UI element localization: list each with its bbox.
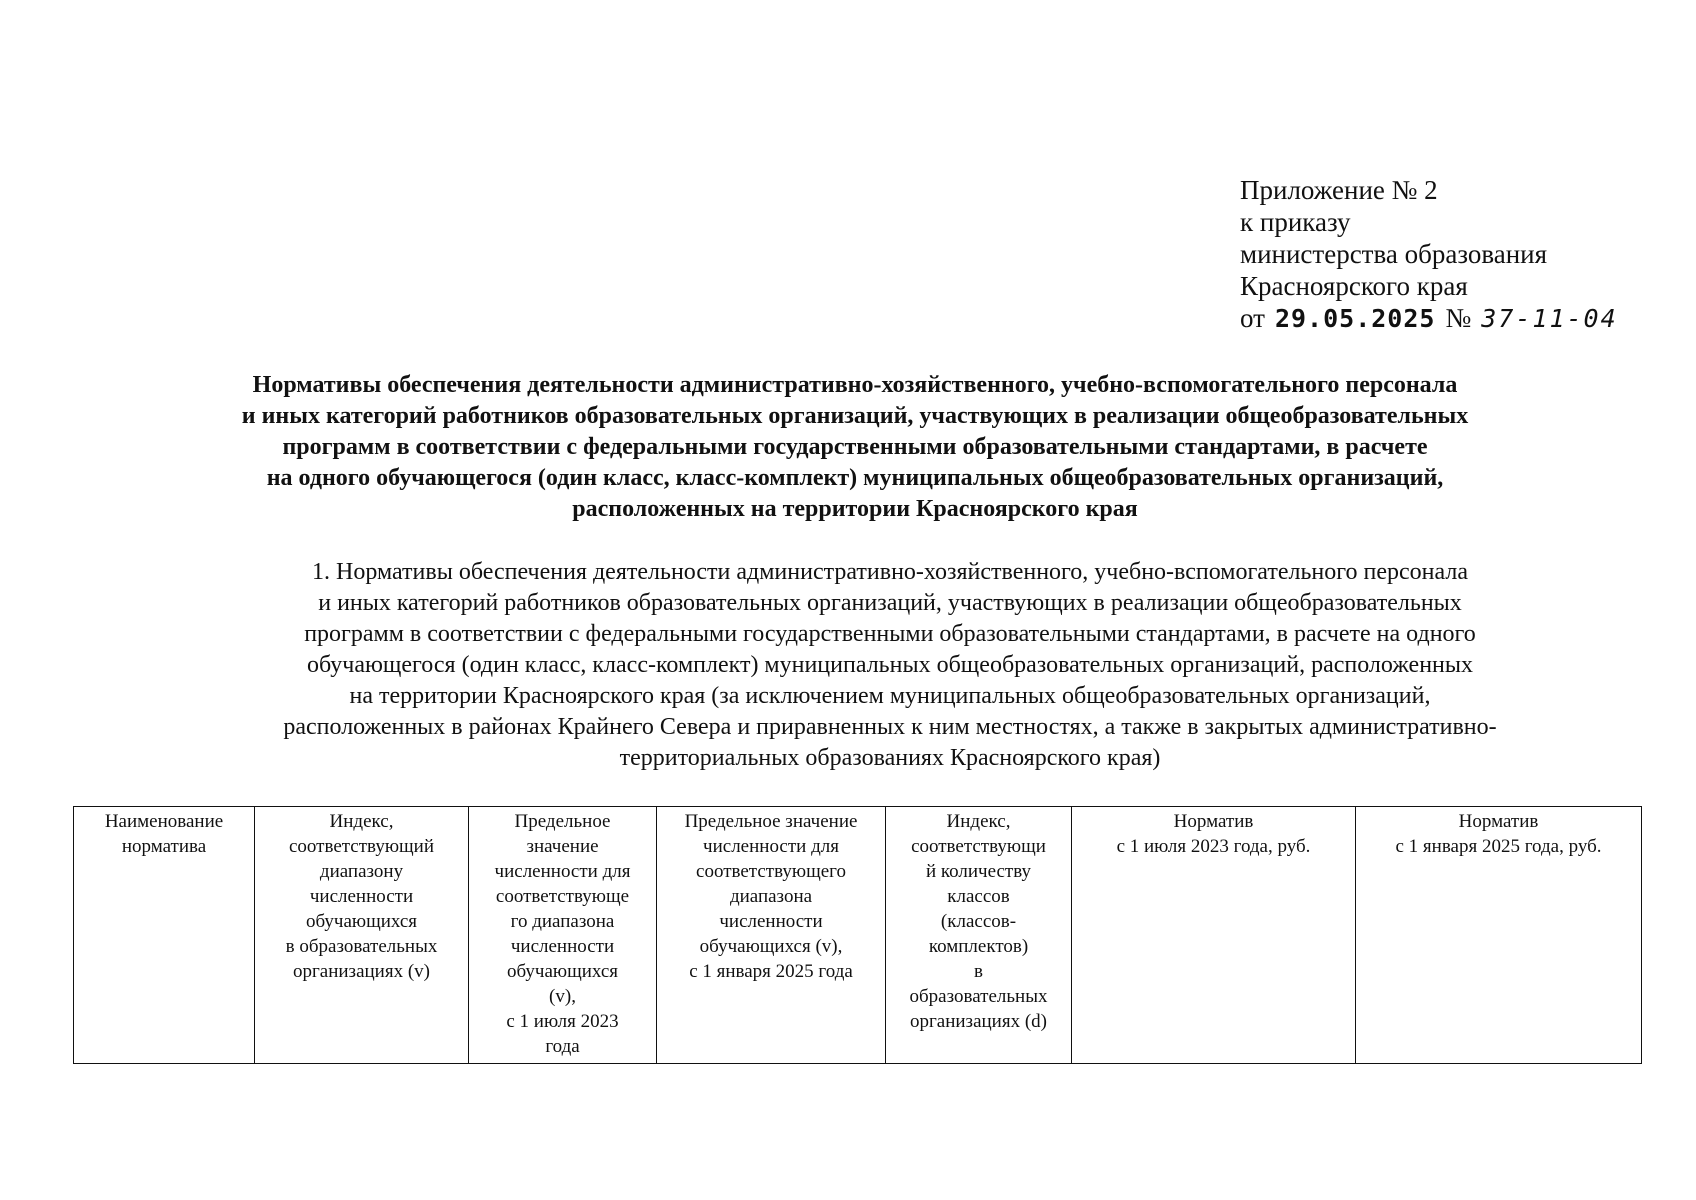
order-number: 37-11-04	[1481, 304, 1618, 333]
section-line: расположенных в районах Крайнего Севера и приравненных к ним местностях, а также в закрытых административно-	[283, 714, 1497, 740]
title-line: на одного обучающегося (один класс, класс-комплект) муниципальных общеобразовательных организаций,	[266, 465, 1444, 491]
attachment-block	[1240, 174, 1618, 335]
date-prefix: от	[1240, 303, 1265, 333]
title-line: программ в соответствии с федеральными государственными образовательными стандартами, в расчете	[282, 434, 1428, 460]
title-line: и иных категорий работников образовательных организаций, участвующих в реализации общеобразовательных	[241, 403, 1469, 429]
section-line: на территории Красноярского края (за исключением муниципальных общеобразовательных организаций,	[349, 683, 1431, 709]
attachment-region: Красноярского края	[1240, 271, 1468, 301]
section-line: и иных категорий работников образовательных организаций, участвующих в реализации общеобразовательных	[318, 590, 1462, 616]
section-heading	[170, 557, 1610, 774]
header-index-students: Индекс, соответствующий диапазону численности обучающихся в образовательных организациях (v)	[255, 807, 469, 1064]
table-header-row	[74, 807, 1642, 1064]
title-line: расположенных на территории Красноярского края	[572, 496, 1138, 522]
header-limit-2025: Предельное значение численности для соответствующего диапазона численности обучающихся (v), с 1 января 2025 года	[657, 807, 886, 1064]
number-prefix: №	[1445, 303, 1472, 333]
header-limit-2023: Предельное значение численности для соответствующе го диапазона численности обучающихся (v), с 1 июля 2023 года	[469, 807, 657, 1064]
header-index-classes: Индекс, соответствующи й количеству классов (классов- комплектов) в образовательных организациях (d)	[886, 807, 1072, 1064]
header-norm-2023: Норматив с 1 июля 2023 года, руб.	[1072, 807, 1356, 1064]
order-date-number	[1240, 302, 1618, 335]
section-line: 1. Нормативы обеспечения деятельности административно-хозяйственного, учебно-вспомогательного персонала	[312, 559, 1468, 585]
section-line: обучающегося (один класс, класс-комплект) муниципальных общеобразовательных организаций, расположенных	[306, 652, 1474, 678]
title-line: Нормативы обеспечения деятельности административно-хозяйственного, учебно-вспомогательного персонала	[252, 372, 1458, 398]
order-date: 29.05.2025	[1274, 304, 1436, 333]
header-norm-name: Наименование норматива	[74, 807, 255, 1064]
section-line: территориальных образованиях Красноярского края)	[619, 745, 1161, 771]
attachment-order-ref: к приказу	[1240, 207, 1351, 237]
section-line: программ в соответствии с федеральными государственными образовательными стандартами, в расчете на одного	[304, 621, 1476, 647]
attachment-title: Приложение № 2	[1240, 175, 1438, 205]
attachment-ministry: министерства образования	[1240, 239, 1548, 269]
document-title	[140, 370, 1570, 525]
header-norm-2025: Норматив с 1 января 2025 года, руб.	[1356, 807, 1642, 1064]
norms-table	[73, 806, 1642, 1064]
